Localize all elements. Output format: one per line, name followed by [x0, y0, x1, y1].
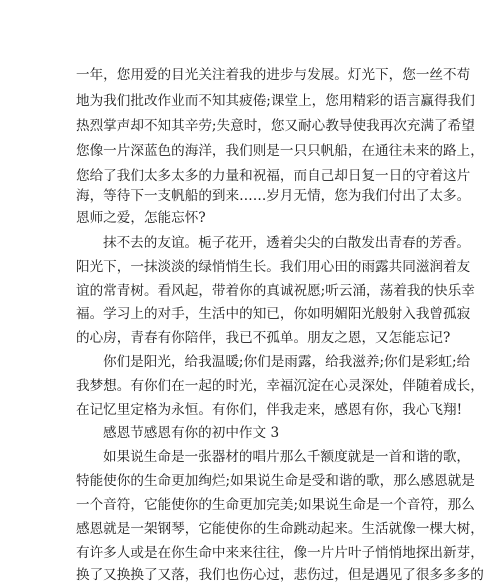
paragraph-first-line: 你们是阳光，给我温暖;你们是雨露，给我滋养;你们是彩虹;给 — [103, 354, 471, 370]
text-line: 海，等待下一支帆船的到来……岁月无情，您为我们付出了太多。 — [76, 188, 471, 204]
text-line: 一个音符，它能使你的生命更加完美;如果说生命是一个音符，那么 — [76, 497, 475, 513]
text-line: 您像一片深蓝色的海洋，我们则是一只只帆船，在通往未来的路上， — [76, 143, 484, 159]
text-line: 在记忆里定格为永恒。有你们，伴我走来，感恩有你，我心飞翔! — [76, 402, 463, 418]
text-line-cut-off: 换了又换换了又落，我们也伤心过，悲伤过，但是遇见了很多多多的 — [76, 567, 484, 583]
paragraph-first-line: 抹不去的友谊。栀子花开，透着尖尖的白散发出青春的芳香。 — [103, 235, 471, 251]
text-line: 一年，您用爱的目光关注着我的进步与发展。灯光下，您一丝不苟 — [76, 67, 471, 83]
text-line: 有许多人或是在你生命中来来往往，像一片片叶子悄悄地探出新芽， — [76, 545, 484, 561]
text-line: 地为我们批改作业而不知其疲倦;课堂上，您用精彩的语言赢得我们 — [76, 93, 475, 109]
text-line: 感恩就是一架钢琴，它能使你的生命跳动起来。生活就像一棵大树， — [76, 521, 484, 537]
text-line: 恩师之爱，怎能忘怀? — [76, 210, 206, 226]
paragraph-first-line: 如果说生命是一张器材的唱片那么千额度就是一首和谐的歌， — [103, 449, 471, 465]
text-line: 我梦想。有你们在一起的时光，幸福沉淀在心灵深处，伴随着成长， — [76, 378, 484, 394]
text-line: 福。学习上的对手，生活中的知已，你如明媚阳光般射入我曾孤寂 — [76, 306, 471, 322]
text-line: 谊的常青树。看风起，带着你的真诚祝愿;听云涌，荡着我的快乐幸 — [76, 283, 475, 299]
text-line: 阳光下，一抹淡淡的绿悄悄生长。我们用心田的雨露共同滋润着友 — [76, 259, 471, 275]
text-line: 特能使你的生命更加绚烂;如果说生命是受和谐的歌，那么感恩就是 — [76, 473, 475, 489]
section-heading: 感恩节感恩有你的初中作文 3 — [103, 425, 280, 441]
text-line: 您给了我们太多太多的力量和祝福，而自己却日复一日的守着这片 — [76, 168, 471, 184]
text-line: 的心房，青春有你陪伴，我已不孤单。朋友之恩，又怎能忘记? — [76, 330, 451, 346]
text-line: 热烈掌声却不知其辛劳;失意时，您又耐心教导使我再次充满了希望 — [76, 118, 475, 134]
